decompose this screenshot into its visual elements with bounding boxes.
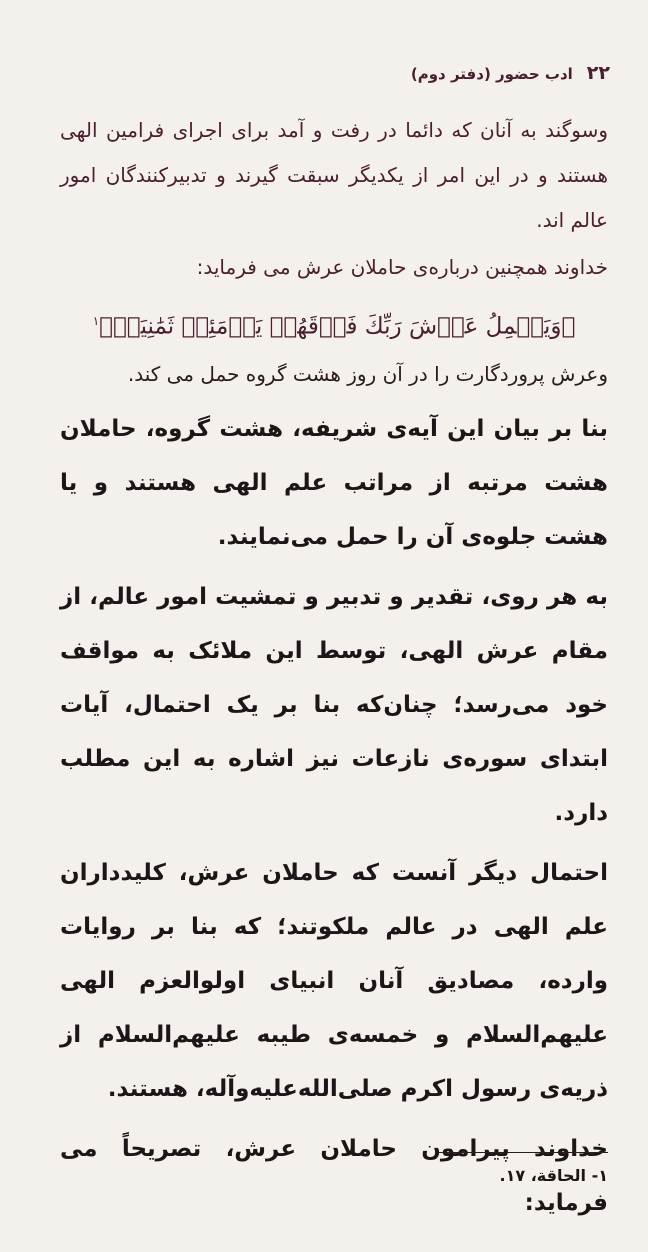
paragraph-angels: به هر روی، تقدیر و تدبیر و تمشیت امور عالم، از مقام عرش الهی، توسط این ملائک به مواقف خود می‌رسد؛ چنان‌که بنا بر یک احتمال، آیات ابتدای سوره‌ی نازعات نیز اشاره به این مطلب دارد. <box>60 583 608 826</box>
paragraph-closing: خداوند پیرامون حاملان عرش، تصریحاً می فرماید: <box>60 1135 608 1216</box>
footnote: ۱- الحاقة، ۱۷. <box>499 1166 608 1185</box>
verse-footnote-marker: ۱ <box>92 314 100 328</box>
paragraph-translation: وعرش پروردگارت را در آن روز هشت گروه حمل می کند. <box>127 361 608 386</box>
paragraph-intro-verse: خداوند همچنین درباره‌ی حاملان عرش می فرماید: <box>196 255 608 279</box>
paragraph-eight-groups: بنا بر بیان این آیه‌ی شریفه، هشت گروه، حاملان هشت مرتبه از مراتب علم الهی هستند و یا هشت جلوه‌ی آن را حمل می‌نمایند. <box>60 415 608 550</box>
verse-text: ﴿وَيَحۡمِلُ عَرۡشَ رَبِّكَ فَوۡقَهُمۡ يَوۡمَئِذٖ ثَمَٰنِيَةٞ﴾ <box>99 313 576 340</box>
footnote-divider <box>438 1152 608 1153</box>
quran-verse <box>60 290 608 358</box>
page-body <box>60 108 608 1230</box>
paragraph-key-holders: احتمال دیگر آنست که حاملان عرش، کلیدداران علم الهی در عالم ملکوتند؛ که بنا بر روایات وارده، مصادیق آنان انبیای اولوالعزم الهی علیهم‌السلام و خمسه‌ی طیبه علیهم‌السلام از ذریه‌ی رسول اکرم صلی‌الله‌علیه‌وآله، هستند. <box>60 859 608 1102</box>
page-number: ۲۲ <box>586 62 610 84</box>
page-header <box>60 62 610 84</box>
running-title: ادب حضور (دفتر دوم) <box>410 65 573 83</box>
paragraph-oath: وسوگند به آنان که دائما در رفت و آمد برای اجرای فرامین الهی هستند و در این امر از یکدیگر سبقت گیرند و تدبیرکنندگان امور عالم اند. <box>60 118 608 232</box>
